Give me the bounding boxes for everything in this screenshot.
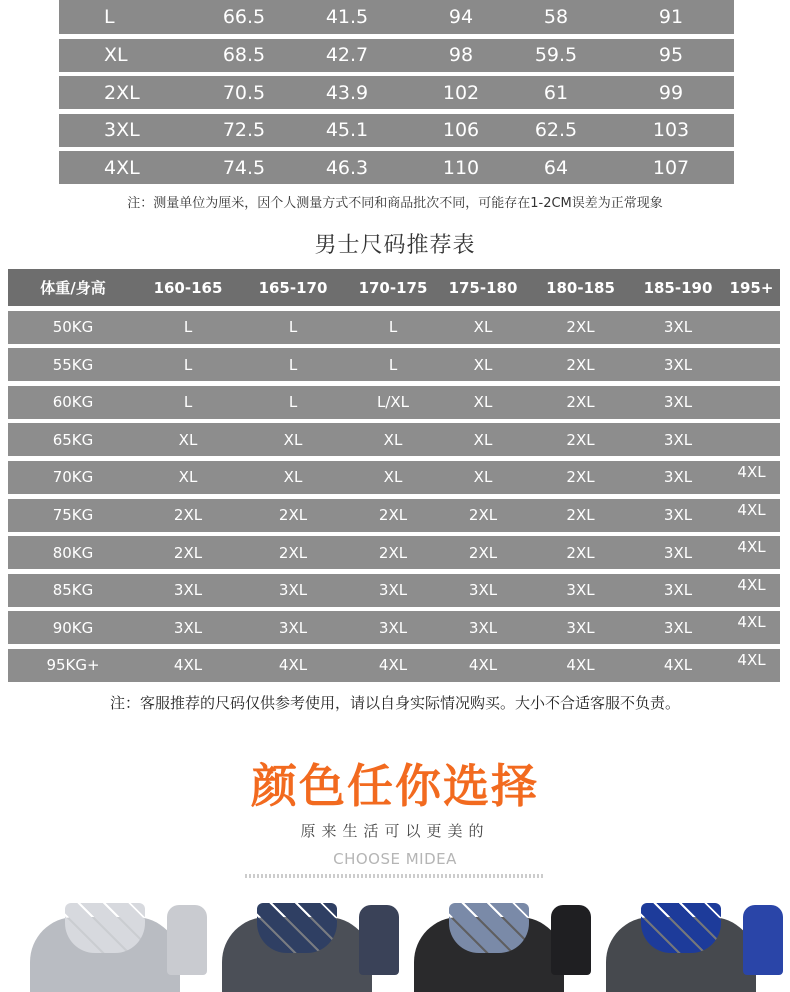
recommend-cell: 3XL <box>173 581 203 600</box>
recommend-cell: 3XL <box>663 355 693 374</box>
shirt-collar-image <box>641 903 721 953</box>
recommend-cell: L <box>183 393 193 412</box>
recommend-cell: 90KG <box>52 618 94 637</box>
recommend-cell: L <box>183 318 193 337</box>
recommend-row <box>8 574 780 607</box>
recommend-cell: 3XL <box>468 618 498 637</box>
size-table-cell: 3XL <box>104 119 140 141</box>
size-table-cell: 98 <box>448 44 474 66</box>
shirt-collar-image <box>257 903 337 953</box>
recommend-cell: XL <box>473 355 493 374</box>
recommend-cell: 3XL <box>468 581 498 600</box>
recommend-cell: XL <box>178 430 198 449</box>
recommend-cell: 4XL <box>737 650 766 669</box>
recommend-cell: XL <box>473 468 493 487</box>
sweater-thumbnail-image <box>359 905 399 975</box>
size-note: 注：测量单位为厘米，因个人测量方式不同和商品批次不同，可能存在1-2CM误差为正常现象 <box>127 196 663 211</box>
recommend-cell <box>723 311 780 344</box>
recommend-cell: 3XL <box>378 581 408 600</box>
recommend-cell: 4XL <box>737 575 766 594</box>
recommend-cell: XL <box>473 430 493 449</box>
size-table-cell: 72.5 <box>222 119 266 141</box>
recommend-cell <box>723 348 780 381</box>
recommend-row <box>8 499 780 532</box>
size-table-cell: 103 <box>652 119 690 141</box>
choose-label: CHOOSE MIDEA <box>333 850 457 868</box>
recommend-cell: 3XL <box>663 393 693 412</box>
product-strip <box>0 895 790 992</box>
size-table-cell: 106 <box>442 119 480 141</box>
recommend-cell: 4XL <box>566 656 595 675</box>
shirt-collar-image <box>65 903 145 953</box>
size-table <box>59 0 734 189</box>
size-table-row <box>59 39 734 72</box>
sweater-thumbnail-image <box>743 905 783 975</box>
recommend-header-cell: 185-190 <box>643 278 713 297</box>
recommend-cell: 3XL <box>378 618 408 637</box>
recommend-cell: 4XL <box>468 656 498 675</box>
size-table-cell: 94 <box>448 6 474 28</box>
shirt-collar-image <box>449 903 529 953</box>
recommend-cell: 2XL <box>173 543 203 562</box>
recommend-cell: L <box>388 355 398 374</box>
size-table-cell: 4XL <box>104 156 140 179</box>
recommend-cell: 2XL <box>278 506 308 525</box>
recommend-header-row <box>8 269 780 306</box>
recommend-row <box>8 423 780 456</box>
recommend-cell: 65KG <box>52 430 94 449</box>
product-image-navy-plaid-sweater[interactable] <box>212 895 407 992</box>
recommend-cell: L <box>388 318 398 337</box>
size-table-cell: 110 <box>442 156 480 179</box>
recommend-note: 注：客服推荐的尺码仅供参考使用，请以自身实际情况购买。大小不合适客服不负责。 <box>109 694 680 712</box>
size-table-cell: 64 <box>543 156 569 179</box>
recommend-cell: 3XL <box>566 618 595 637</box>
size-table-cell: 58 <box>543 6 569 28</box>
recommend-cell: 70KG <box>52 468 94 487</box>
recommend-table <box>8 269 780 682</box>
size-table-cell: 68.5 <box>222 44 266 66</box>
recommend-cell: 3XL <box>663 468 693 487</box>
size-table-cell: 42.7 <box>325 44 369 66</box>
recommend-cell: 2XL <box>566 318 595 337</box>
recommend-cell: XL <box>178 468 198 487</box>
recommend-cell: 3XL <box>663 618 693 637</box>
recommend-cell: 2XL <box>566 543 595 562</box>
recommend-header-cell: 170-175 <box>358 278 428 297</box>
recommend-cell: 55KG <box>52 355 94 374</box>
recommend-cell: XL <box>473 393 493 412</box>
size-table-cell: 43.9 <box>325 81 369 104</box>
size-table-row <box>59 0 734 34</box>
size-table-row <box>59 151 734 184</box>
recommend-cell: XL <box>383 430 403 449</box>
size-table-cell: 95 <box>658 44 684 66</box>
recommend-header-cell: 160-165 <box>153 278 223 297</box>
recommend-title: 男士尺码推荐表 <box>314 233 476 258</box>
size-table-cell: 62.5 <box>534 119 578 141</box>
recommend-header-cell: 165-170 <box>258 278 328 297</box>
recommend-cell: XL <box>473 318 493 337</box>
recommend-cell: 2XL <box>566 393 595 412</box>
recommend-cell: 3XL <box>663 581 693 600</box>
size-table-cell: 91 <box>658 6 684 28</box>
recommend-cell: 50KG <box>52 318 94 337</box>
recommend-cell: 2XL <box>566 355 595 374</box>
size-table-cell: 2XL <box>104 81 140 104</box>
size-table-cell: 66.5 <box>222 6 266 28</box>
recommend-cell: 95KG+ <box>46 656 100 675</box>
recommend-cell: 2XL <box>468 543 498 562</box>
recommend-row <box>8 386 780 419</box>
size-table-cell: 61 <box>543 81 569 104</box>
recommend-header-cell: 175-180 <box>448 278 518 297</box>
recommend-cell: 3XL <box>278 618 308 637</box>
size-table-cell: 102 <box>442 81 480 104</box>
recommend-cell: XL <box>383 468 403 487</box>
recommend-cell: 2XL <box>278 543 308 562</box>
recommend-cell: 4XL <box>378 656 408 675</box>
recommend-cell: L <box>288 318 298 337</box>
recommend-cell: 75KG <box>52 506 94 525</box>
recommend-cell: 2XL <box>566 430 595 449</box>
size-table-row <box>59 76 734 109</box>
recommend-row <box>8 649 780 682</box>
recommend-cell: 3XL <box>663 506 693 525</box>
product-image-black-plaid-sweater[interactable] <box>404 895 599 992</box>
recommend-cell: 4XL <box>737 500 766 519</box>
recommend-row <box>8 311 780 344</box>
size-table-cell: XL <box>104 44 128 66</box>
recommend-cell: 2XL <box>566 468 595 487</box>
size-table-cell: 70.5 <box>222 81 266 104</box>
recommend-row <box>8 348 780 381</box>
product-image-gray-plaid-sweater[interactable] <box>20 895 215 992</box>
recommend-cell: 4XL <box>737 613 766 632</box>
recommend-row <box>8 611 780 644</box>
recommend-cell: L <box>183 355 193 374</box>
size-table-cell: 41.5 <box>325 6 369 28</box>
size-table-cell: L <box>104 6 115 28</box>
sweater-thumbnail-image <box>551 905 591 975</box>
decorative-fine-print <box>245 874 545 878</box>
recommend-cell: 4XL <box>737 538 766 557</box>
recommend-cell: 4XL <box>173 656 203 675</box>
recommend-cell: 3XL <box>566 581 595 600</box>
recommend-header-cell: 180-185 <box>546 278 615 297</box>
size-table-cell: 107 <box>652 156 690 179</box>
recommend-row <box>8 536 780 569</box>
recommend-cell: 3XL <box>173 618 203 637</box>
recommend-cell: 2XL <box>378 543 408 562</box>
recommend-cell: XL <box>283 430 303 449</box>
size-table-cell: 46.3 <box>325 156 369 179</box>
recommend-cell: L <box>288 393 298 412</box>
size-table-cell: 59.5 <box>534 44 578 66</box>
recommend-cell <box>723 386 780 419</box>
colors-title: 颜色任你选择 <box>251 759 539 813</box>
recommend-cell: 4XL <box>663 656 693 675</box>
recommend-cell: L <box>288 355 298 374</box>
recommend-cell: 60KG <box>52 393 94 412</box>
recommend-cell: 2XL <box>468 506 498 525</box>
recommend-cell <box>723 423 780 456</box>
recommend-cell: 85KG <box>52 581 94 600</box>
recommend-cell: 4XL <box>278 656 308 675</box>
product-image-royal-blue-sweater[interactable] <box>596 895 790 992</box>
size-table-row <box>59 114 734 147</box>
recommend-cell: 80KG <box>52 543 94 562</box>
recommend-header-cell: 体重/身高 <box>40 279 106 297</box>
recommend-cell: 3XL <box>663 430 693 449</box>
recommend-cell: L/XL <box>376 393 410 412</box>
recommend-cell: 2XL <box>566 506 595 525</box>
recommend-header-cell: 195+ <box>729 278 774 297</box>
sweater-thumbnail-image <box>167 905 207 975</box>
recommend-row <box>8 461 780 494</box>
recommend-cell: 4XL <box>737 462 766 481</box>
recommend-cell: 2XL <box>173 506 203 525</box>
size-table-cell: 74.5 <box>222 156 266 179</box>
size-table-cell: 45.1 <box>325 119 369 141</box>
recommend-cell: 3XL <box>663 318 693 337</box>
recommend-cell: 2XL <box>378 506 408 525</box>
size-table-cell: 99 <box>658 81 684 104</box>
recommend-cell: 3XL <box>278 581 308 600</box>
colors-subtitle: 原来生活可以更美的 <box>300 822 490 840</box>
recommend-cell: XL <box>283 468 303 487</box>
recommend-cell: 3XL <box>663 543 693 562</box>
